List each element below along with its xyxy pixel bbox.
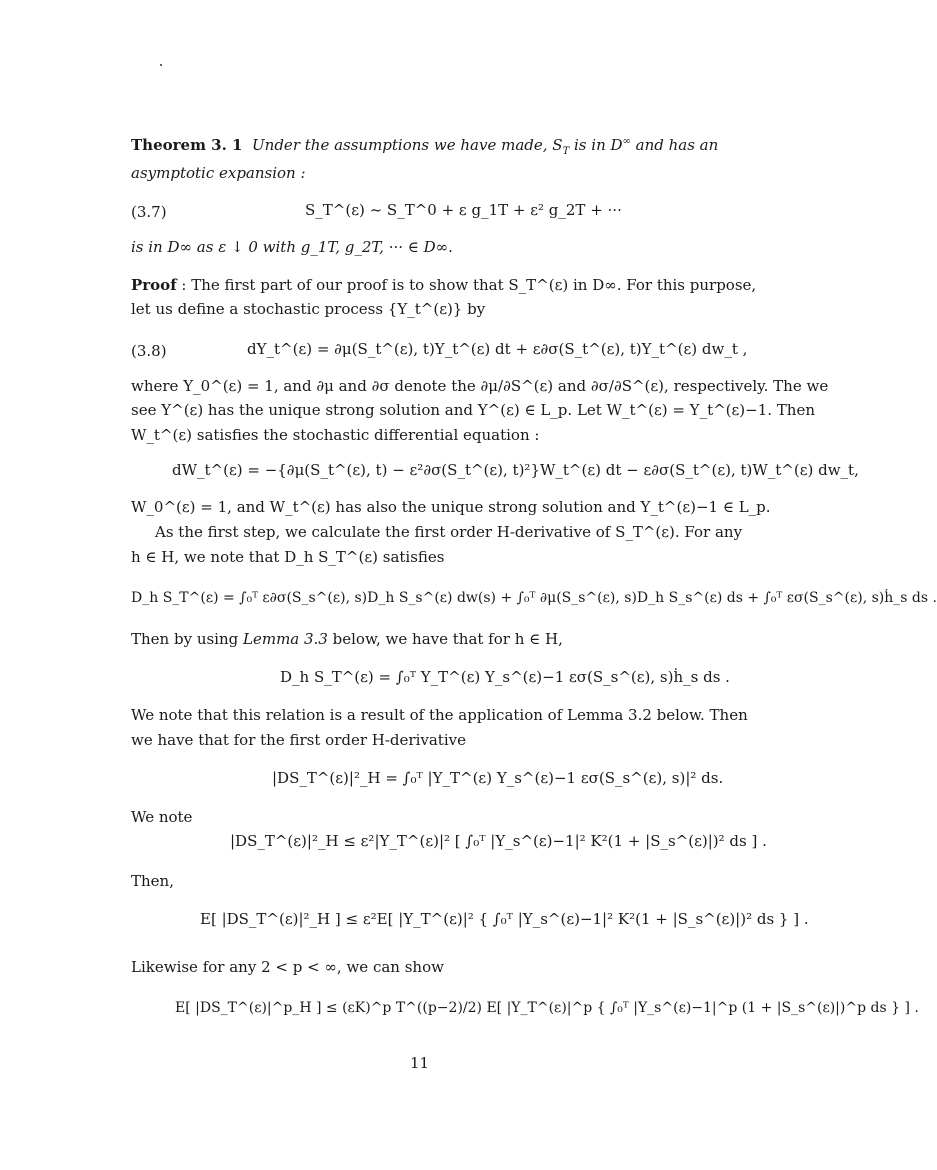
equation-dh: D_h S_T^(ε) = ∫₀ᵀ ε∂σ(S_s^(ε), s)D_h S_s^(ε) dw(s) + ∫₀ᵀ ∂μ(S_s^(ε), s)D_h S_s^(ε) ds + ∫₀ᵀ εσ(S_s^(ε), s)ḣ_s ds . (131, 590, 937, 606)
then-text: Then, (131, 872, 174, 890)
equation-number-3-8: (3.8) (131, 342, 167, 360)
paragraph-2-line-3: h ∈ H, we note that D_h S_T^(ε) satisfies (131, 548, 445, 566)
proof-line-1: Proof : The first part of our proof is to show that S_T^(ε) in D∞. For this purpose, (131, 276, 757, 294)
equation-p-bound: E[ |DS_T^(ε)|^p_H ] ≤ (εK)^p T^((p−2)/2) E[ |Y_T^(ε)|^p { ∫₀ᵀ |Y_s^(ε)−1|^p (1 + |S_s^(ε)|)^p ds } ] . (175, 1000, 919, 1016)
paragraph-1-line-1: where Y_0^(ε) = 1, and ∂μ and ∂σ denote the ∂μ/∂S^(ε) and ∂σ/∂S^(ε), respectively. The we (131, 377, 829, 395)
scan-speck (160, 64, 162, 66)
equation-dh-solution: D_h S_T^(ε) = ∫₀ᵀ Y_T^(ε) Y_s^(ε)−1 εσ(S_s^(ε), s)ḣ_s ds . (280, 668, 730, 686)
theorem-conclusion: is in D∞ as ε ↓ 0 with g_1T, g_2T, ··· ∈ D∞. (131, 238, 453, 256)
paragraph-1-line-2: see Y^(ε) has the unique strong solution and Y^(ε) ∈ L_p. Let W_t^(ε) = Y_t^(ε)−1. Then (131, 401, 816, 419)
paragraph-4-line-1: We note that this relation is a result of the application of Lemma 3.2 below. Then (131, 706, 748, 724)
proof-label: Proof (131, 276, 177, 294)
proof-line-2: let us define a stochastic process {Y_t^(ε)} by (131, 300, 486, 318)
paragraph-2-line-2: As the first step, we calculate the first order H-derivative of S_T^(ε). For any (155, 523, 743, 541)
theorem-line-2: asymptotic expansion : (131, 164, 306, 182)
equation-h-norm: |DS_T^(ε)|²_H = ∫₀ᵀ |Y_T^(ε) Y_s^(ε)−1 εσ(S_s^(ε), s)|² ds. (272, 769, 724, 787)
paragraph-4-line-2: we have that for the first order H-derivative (131, 731, 466, 749)
theorem-text-a: Under the assumptions we have made, $S_T$ is in D∞ and has an (252, 136, 719, 157)
paragraph-1-line-3: W_t^(ε) satisfies the stochastic differential equation : (131, 426, 540, 444)
theorem-line-1 (131, 136, 718, 157)
paragraph-3: Then by using Lemma 3.3 below, we have that for h ∈ H, (131, 630, 563, 648)
lemma-reference: Lemma 3.3 (243, 630, 328, 648)
equation-expectation: E[ |DS_T^(ε)|²_H ] ≤ ε²E[ |Y_T^(ε)|² { ∫₀ᵀ |Y_s^(ε)−1|² K²(1 + |S_s^(ε)|)² ds } ] . (200, 910, 809, 928)
equation-number-3-7: (3.7) (131, 203, 167, 221)
we-note-text: We note (131, 808, 193, 826)
equation-3-8: dY_t^(ε) = ∂μ(S_t^(ε), t)Y_t^(ε) dt + ε∂σ(S_t^(ε), t)Y_t^(ε) dw_t , (247, 340, 748, 358)
equation-3-7: S_T^(ε) ~ S_T^0 + ε g_1T + ε² g_2T + ··· (305, 201, 622, 219)
equation-w: dW_t^(ε) = −{∂μ(S_t^(ε), t) − ε²∂σ(S_t^(ε), t)²}W_t^(ε) dt − ε∂σ(S_t^(ε), t)W_t^(ε) dw_t, (172, 461, 859, 479)
paragraph-2-line-1: W_0^(ε) = 1, and W_t^(ε) has also the unique strong solution and Y_t^(ε)−1 ∈ L_p. (131, 498, 771, 516)
page-number: 11 (410, 1054, 430, 1072)
equation-bound: |DS_T^(ε)|²_H ≤ ε²|Y_T^(ε)|² [ ∫₀ᵀ |Y_s^(ε)−1|² K²(1 + |S_s^(ε)|)² ds ] . (230, 832, 767, 850)
theorem-label: Theorem 3. 1 (131, 136, 243, 154)
likewise-text: Likewise for any 2 < p < ∞, we can show (131, 958, 444, 976)
